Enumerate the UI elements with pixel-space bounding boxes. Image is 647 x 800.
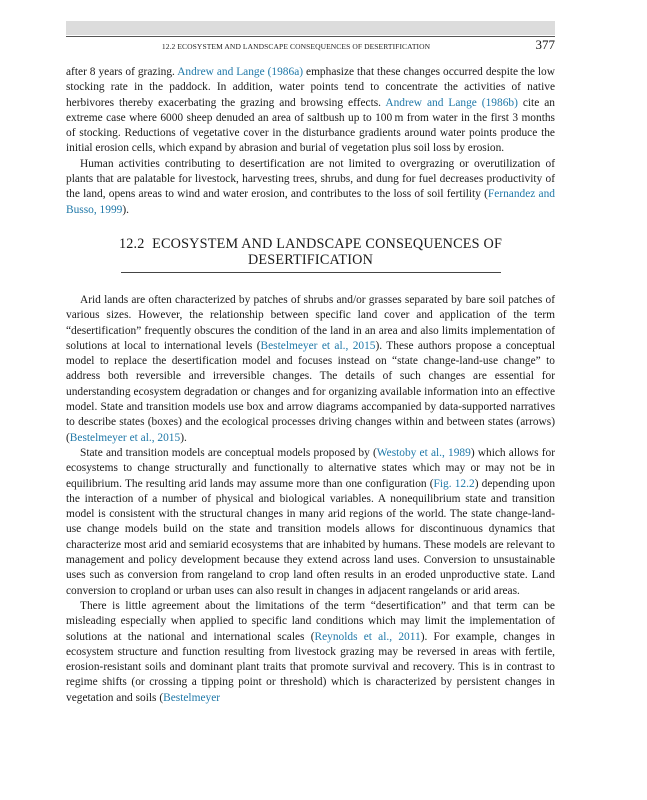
section-number: 12.2 [118, 235, 145, 252]
text-run: Arid lands are often characterized by patches of shrubs and/or grasses separated by bare soil patches of various sizes. However, the relationship between specific land cover and application of the term “desertification” frequently obscures the condition of the land in an area and also limits implementation of solutions at local to international levels ( [66, 293, 555, 352]
top-gray-bar [66, 21, 555, 35]
text-run: ). These authors propose a conceptual model to replace the desertification model and focuses instead on “state change-land-use change” to address both reversible and irreversible changes. The details of such changes are essential for understanding ecosystem degradation or changes and for organizing available information into an effective model. State and transition models use box and arrow diagrams accompanied by data-supported narratives to describe states (boxes) and the ecological processes driving changes within and between states (arrows) ( [66, 339, 555, 444]
citation-link[interactable]: Westoby et al., 1989 [376, 446, 471, 459]
section-title-line1: ECOSYSTEM AND LANDSCAPE CONSEQUENCES OF [152, 235, 503, 252]
text-run: Human activities contributing to desertification are not limited to overgrazing or overutilization of plants that are palatable for livestock, harvesting trees, shrubs, and dung for fuel decreases productivity of the land, opens areas to wind and water erosion, and contributes to the loss of soil fertility ( [66, 157, 555, 201]
page-body [66, 65, 555, 706]
running-head: 12.2 ECOSYSTEM AND LANDSCAPE CONSEQUENCES OF DESERTIFICATION [161, 42, 431, 51]
citation-link[interactable]: Andrew and Lange (1986b) [385, 96, 518, 109]
citation-link[interactable]: Bestelmeyer et al., 2015 [260, 339, 376, 352]
citation-link[interactable]: Fernandez and Busso, 1999 [66, 188, 556, 216]
text-run: There is little agreement about the limitations of the term “desertification” and that term can be misleading especially when applied to specific land conditions which may limit the implementation of solutions at the national and international scales ( [66, 599, 555, 643]
section-heading-line1 [66, 236, 555, 252]
section-rule [121, 272, 501, 273]
text-run: ) which allows for ecosystems to change structurally and functionally to alternative states which may or may not be in equilibrium. The resulting arid lands may assume more than one configuration ( [66, 446, 555, 490]
paragraph [66, 157, 555, 218]
paragraph [66, 65, 555, 157]
citation-link[interactable]: Bestelmeyer [163, 691, 221, 704]
text-run: State and transition models are conceptual models proposed by ( [80, 446, 377, 459]
paragraph [66, 446, 555, 599]
section-title-line2: DESERTIFICATION [247, 251, 374, 268]
text-run: ). [180, 431, 187, 444]
section-heading [66, 236, 555, 268]
citation-link[interactable]: Reynolds et al., 2011 [314, 630, 421, 643]
text-run: ) depending upon the interaction of a number of physical and biological variables. A nonequilibrium state and transition model is consistent with the structural changes in many arid regions of the world. The state change-land-use change models build on the state and transition models allows for discontinuous dynamics that characterize most arid and semiarid ecosystems that are inhabited by humans. These models are relevant to management and policy development because they extend across land uses. Conversion to unsustainable uses such as conversion from rangeland to crop land often results in an eroded unproductive state. Land conversion to cropland or urban uses can also result in changes in adjacent rangelands or arid areas. [66, 477, 556, 597]
text-run: cite an extreme case where 6000 sheep denuded an area of saltbush up to 100 m from water in the first 3 months of stocking. Reductions of vegetative cover in the disturbance gradients around water points produce the initial erosion cells, which expand by abrasion and burial of vegetation plus soil loss by erosion. [66, 96, 555, 155]
text-run: after 8 years of grazing. [66, 66, 178, 78]
paragraph [66, 293, 555, 446]
citation-link[interactable]: Bestelmeyer et al., 2015 [69, 431, 181, 444]
citation-link[interactable]: Fig. 12.2 [433, 477, 475, 490]
page-header [66, 36, 555, 55]
text-run: ). For example, changes in ecosystem structure and function resulting from livestock grazing may be reversed in areas with fertile, erosion-resistant soils and dominant plant traits that promote survival and recovery. This is in contrast to regime shifts (or crossing a tipping point or threshold) which is characterized by persistent changes in vegetation and soils ( [66, 630, 555, 704]
paragraph [66, 599, 555, 706]
page-number: 377 [535, 37, 555, 52]
citation-link[interactable]: Andrew and Lange (1986a) [177, 66, 304, 78]
text-run: ). [122, 203, 129, 216]
text-run: emphasize that these changes occurred despite the low stocking rate in the paddock. In addition, water points tend to concentrate the activities of native herbivores thereby exacerbating the grazing and browsing effects. [66, 66, 555, 109]
